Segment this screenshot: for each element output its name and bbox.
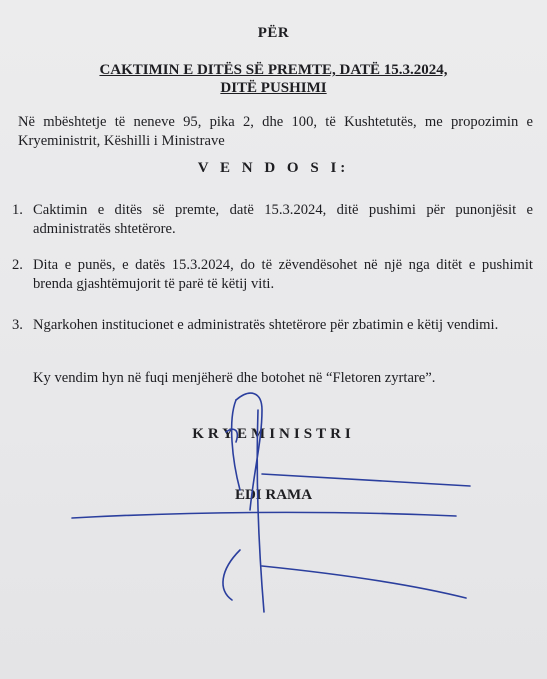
signatory-title: KRYEMINISTRI xyxy=(192,426,355,442)
item-text: Ngarkohen institucionet e administratës shtetërore për zbatimin e këtij vendimi. xyxy=(33,317,499,333)
item-number: 1. xyxy=(12,202,23,218)
item-text: Dita e punës, e datës 15.3.2024, do të zëvendësohet në një nga ditët e pushimit brenda gjashtëmujorit të parë të këtij viti. xyxy=(33,257,533,292)
intro-paragraph: Në mbështetje të neneve 95, pika 2, dhe 100, të Kushtetutës, me propozimin e Kryeministrit, Këshilli i Ministrave xyxy=(18,114,533,149)
item-number: 3. xyxy=(12,317,23,333)
decision-heading: V E N D O S I: xyxy=(197,160,350,176)
closing-statement: Ky vendim hyn në fuqi menjëherë dhe botohet në “Fletoren zyrtare”. xyxy=(33,370,436,386)
item-number: 2. xyxy=(12,257,23,273)
item-text: Caktimin e ditës së premte, datë 15.3.2024, ditë pushimi për punonjësit e administratës shtetërore. xyxy=(33,202,533,237)
title-line-1: CAKTIMIN E DITËS SË PREMTE, DATË 15.3.2024, xyxy=(99,62,448,78)
signatory-name: EDI RAMA xyxy=(234,487,313,503)
title-line-2: DITË PUSHIMI xyxy=(220,80,327,96)
decision-item xyxy=(12,316,533,335)
decision-item xyxy=(12,256,533,294)
heading: PËR xyxy=(257,25,290,41)
decision-item xyxy=(12,201,533,239)
